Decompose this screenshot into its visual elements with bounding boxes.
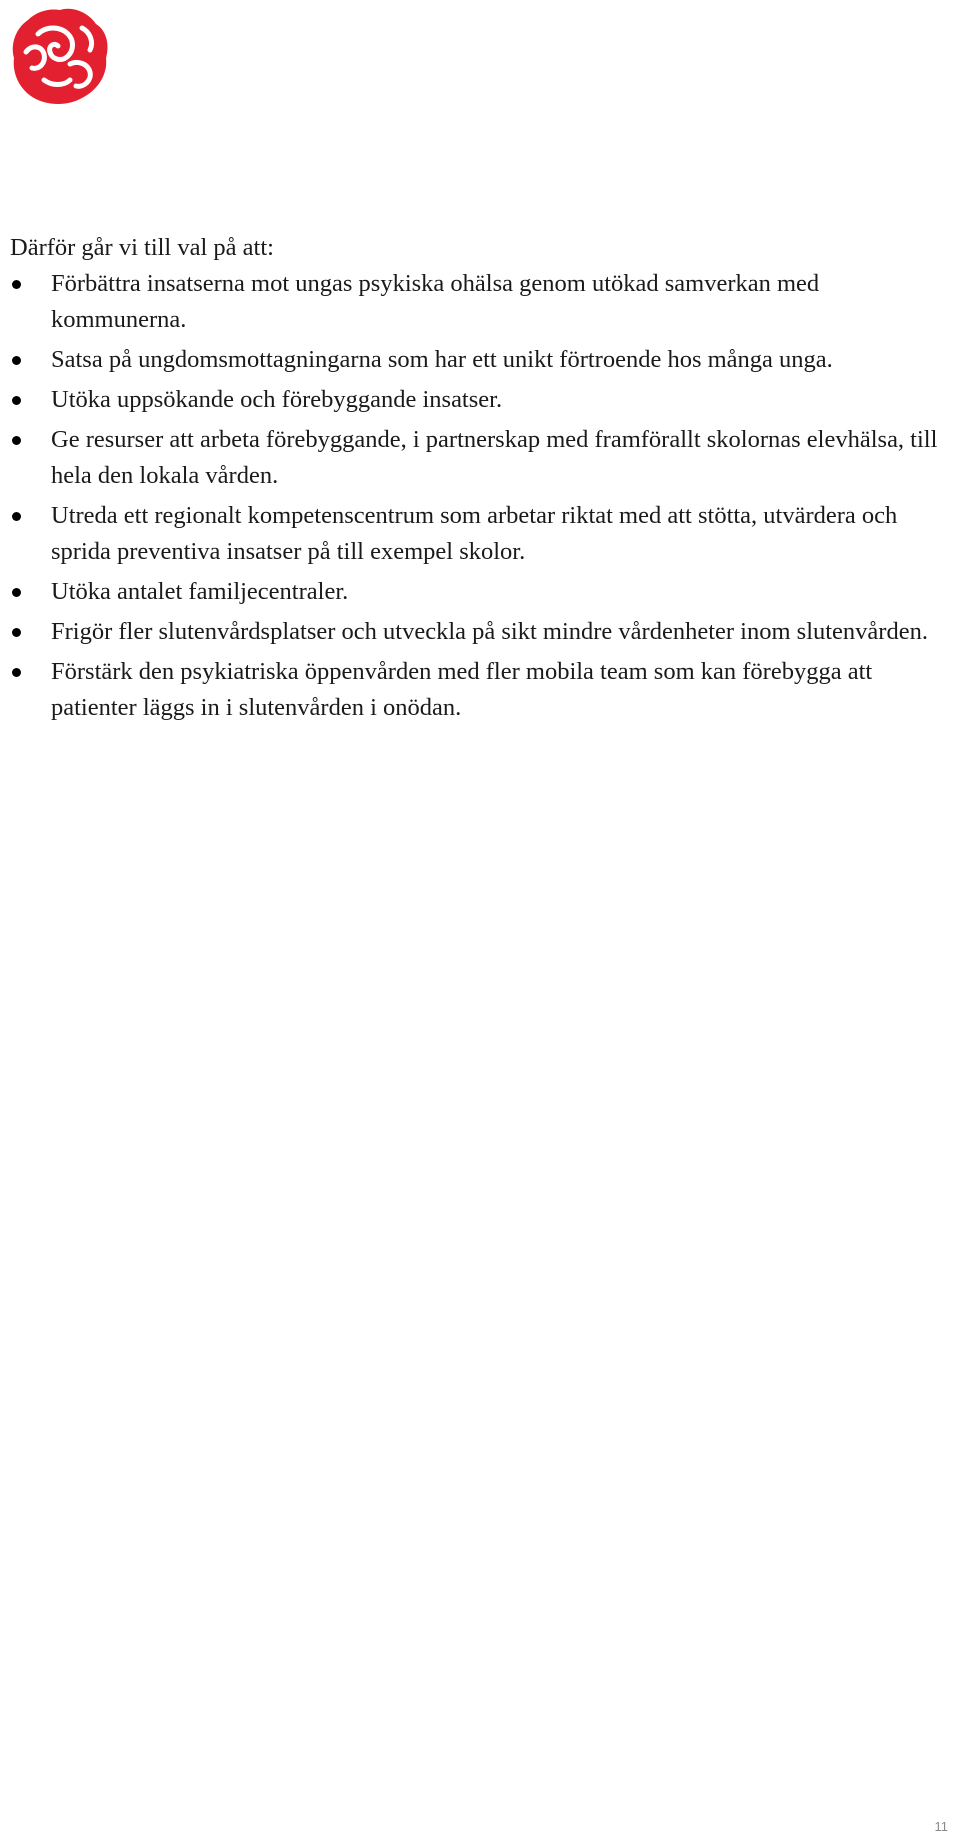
intro-text: Därför går vi till val på att: — [10, 234, 274, 261]
list-item-text: Utöka uppsökande och förebyggande insatser. — [51, 386, 503, 413]
bullet-list — [10, 266, 950, 726]
list-item-text: Förstärk den psykiatriska öppenvården med fler mobila team som kan förebygga att patienter läggs in i slutenvården i onödan. — [51, 658, 873, 721]
list-item-text: Satsa på ungdomsmottagningarna som har ett unikt förtroende hos många unga. — [51, 346, 833, 373]
list-item-text: Frigör fler slutenvårdsplatser och utveckla på sikt mindre vårdenheter inom slutenvården. — [51, 618, 928, 645]
page-number: 11 — [934, 1819, 948, 1834]
list-item-text: Utreda ett regionalt kompetenscentrum som arbetar riktat med att stötta, utvärdera och sprida preventiva insatser på till exempel skolor. — [51, 502, 898, 565]
list-item — [10, 266, 950, 338]
list-item-text: Förbättra insatserna mot ungas psykiska ohälsa genom utökad samverkan med kommunerna. — [51, 270, 820, 333]
bullet-icon — [12, 512, 21, 521]
list-item — [10, 422, 950, 494]
list-item — [10, 342, 950, 378]
rose-logo-icon — [8, 4, 112, 108]
bullet-icon — [12, 280, 21, 289]
bullet-icon — [12, 588, 21, 597]
list-item-text: Utöka antalet familjecentraler. — [51, 578, 349, 605]
list-item — [10, 654, 950, 726]
list-item — [10, 614, 950, 650]
bullet-icon — [12, 628, 21, 637]
list-item — [10, 382, 950, 418]
document-body — [10, 230, 950, 730]
bullet-icon — [12, 396, 21, 405]
bullet-icon — [12, 356, 21, 365]
list-item — [10, 498, 950, 570]
bullet-icon — [12, 436, 21, 445]
list-item-text: Ge resurser att arbeta förebyggande, i partnerskap med framförallt skolornas elevhälsa, till hela den lokala vården. — [51, 426, 938, 489]
bullet-icon — [12, 668, 21, 677]
list-item — [10, 574, 950, 610]
